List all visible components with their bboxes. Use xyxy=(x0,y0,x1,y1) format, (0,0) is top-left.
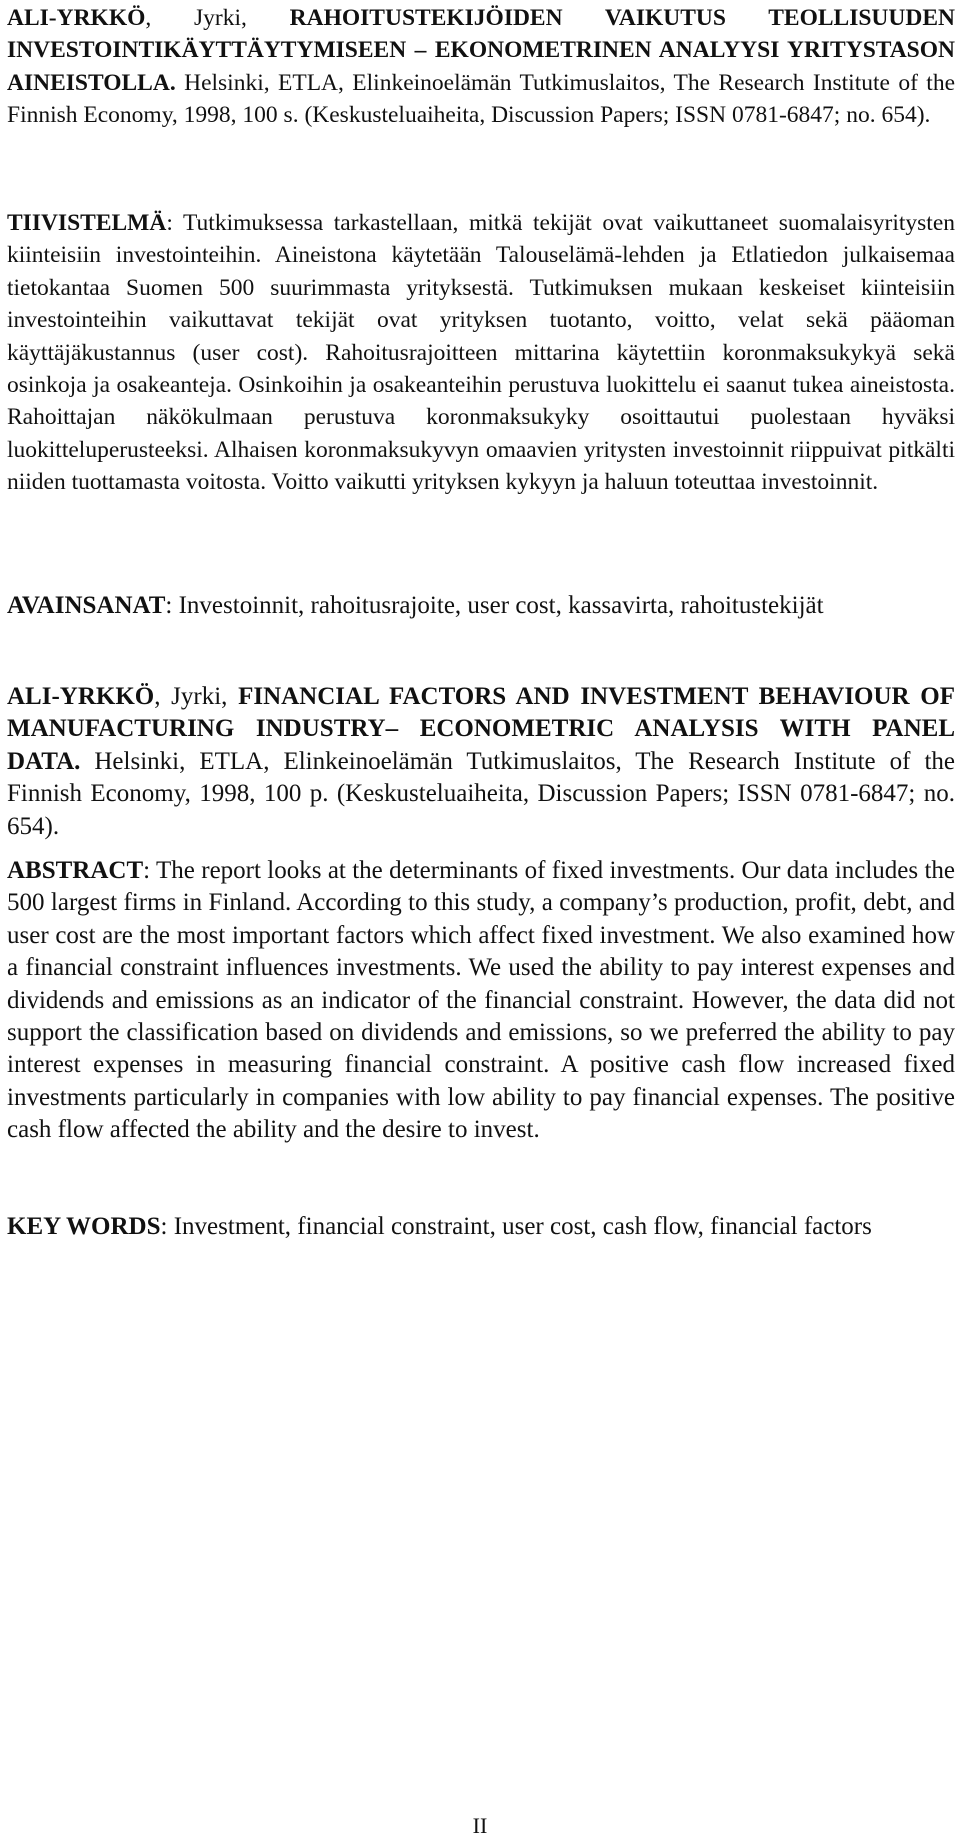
text-line xyxy=(7,99,955,131)
text-line xyxy=(7,713,955,745)
text-line xyxy=(7,466,955,498)
abstract-text: support the classification based on dividends and emissions, so we preferred the ability to pay xyxy=(7,1019,955,1047)
text-line xyxy=(7,434,955,466)
text-line xyxy=(7,920,955,952)
keywords-heading: AVAINSANAT xyxy=(7,592,166,619)
keywords-separator: : xyxy=(160,1213,174,1240)
text-line xyxy=(7,2,955,34)
abstract-text: Rahoittajan näkökulmaan perustuva koronmaksukyky osoittautui puolestaan hyväksi xyxy=(7,404,955,431)
abstract-text: osinkoja ja osakeanteja. Osinkoihin ja osakeanteihin perustuva luokittelu ei saanut tukea aineistosta. xyxy=(7,372,955,399)
text-line xyxy=(7,67,955,99)
text-line xyxy=(7,1017,955,1049)
abstract-english xyxy=(7,855,955,1147)
text-line xyxy=(7,1211,955,1243)
abstract-text: investointeihin vaikuttavat tekijät ovat yrityksen tuotanto, voitto, velat sekä pääoman xyxy=(7,307,955,334)
citation-finnish xyxy=(7,2,955,132)
text-line xyxy=(7,401,955,433)
abstract-separator: : xyxy=(143,857,157,884)
abstract-text: Tutkimuksessa tarkastellaan, mitkä tekijät ovat vaikuttaneet suomalaisyritysten xyxy=(183,210,956,236)
citation-title: FINANCIAL FACTORS AND INVESTMENT BEHAVIOUR OF xyxy=(238,683,955,710)
text-line xyxy=(7,369,955,401)
text-line xyxy=(7,1114,955,1146)
citation-publication: Finnish Economy, 1998, 100 s. (Keskusteluaiheita, Discussion Papers; ISSN 0781-6847; no. 654). xyxy=(7,102,931,129)
citation-author-surname: ALI-YRKKÖ xyxy=(7,683,155,710)
citation-title: DATA. xyxy=(7,747,81,775)
keywords-text: Investment, financial constraint, user cost, cash flow, financial factors xyxy=(173,1213,872,1240)
citation-author-surname: ALI-YRKKÖ xyxy=(7,5,146,31)
citation-title: AINEISTOLLA. xyxy=(7,69,176,96)
keywords-separator: : xyxy=(165,592,179,619)
abstract-text: cash flow affected the ability and the desire to invest. xyxy=(7,1116,540,1144)
citation-publication: Finnish Economy, 1998, 100 p. (Keskusteluaiheita, Discussion Papers; ISSN 0781-6847; no. xyxy=(7,780,955,808)
citation-publication: Helsinki, ETLA, Elinkeinoelämän Tutkimuslaitos, The Research Institute of the xyxy=(175,69,955,96)
abstract-text: a financial constraint influences investments. We used the ability to pay interest expenses and xyxy=(7,954,955,982)
text-line xyxy=(7,952,955,984)
abstract-text: 500 largest firms in Finland. According to this study, a company’s production, profit, debt, and xyxy=(7,889,955,917)
page-number: II xyxy=(472,1813,488,1838)
text-line xyxy=(7,272,955,304)
text-line xyxy=(7,207,955,239)
text-line xyxy=(7,811,955,843)
abstract-text: kiinteisiin investointeihin. Aineistona käytetään Talouselämä-lehden ja Etlatiedon julkaisemaa xyxy=(7,242,955,269)
abstract-text: tietokantaa Suomen 500 suurimmasta yrityksestä. Tutkimuksen mukaan keskeiset kiinteisiin xyxy=(7,274,955,301)
abstract-separator: : xyxy=(166,210,184,236)
citation-publication: Helsinki, ETLA, Elinkeinoelämän Tutkimuslaitos, The Research Institute of the xyxy=(80,747,955,775)
keywords-finnish xyxy=(7,590,955,622)
keywords-text: Investoinnit, rahoitusrajoite, user cost, kassavirta, rahoitustekijät xyxy=(178,592,824,619)
citation-title: INVESTOINTIKÄYTTÄYTYMISEEN – EKONOMETRINEN ANALYYSI YRITYSTASON xyxy=(7,37,955,64)
text-line xyxy=(7,304,955,336)
citation-title: RAHOITUSTEKIJÖIDEN VAIKUTUS TEOLLISUUDEN xyxy=(289,5,955,31)
text-line xyxy=(7,1049,955,1081)
abstract-heading: ABSTRACT xyxy=(7,857,144,884)
abstract-text: dividends and emissions as an indicator of the financial constraint. However, the data did not xyxy=(7,986,955,1014)
text-line xyxy=(7,337,955,369)
text-line xyxy=(7,681,955,713)
citation-english xyxy=(7,681,955,843)
text-line xyxy=(7,1082,955,1114)
text-line xyxy=(7,985,955,1017)
text-line xyxy=(7,887,955,919)
abstract-text: investments particularly in companies with low ability to pay financial expenses. The positive xyxy=(7,1083,955,1111)
text-line xyxy=(7,590,955,622)
abstract-text: luokitteluperusteeksi. Alhaisen koronmaksukyvyn omaavien yritysten investoinnit riippuivat pitkälti xyxy=(7,436,955,463)
text-line xyxy=(7,34,955,66)
text-line xyxy=(7,778,955,810)
abstract-finnish xyxy=(7,207,955,499)
keywords-english xyxy=(7,1211,955,1243)
text-line xyxy=(7,855,955,887)
abstract-text: niiden tuottamasta voitosta. Voitto vaikutti yrityksen kykyyn ja haluun toteuttaa investoinnit. xyxy=(7,469,879,496)
citation-author-given: , Jyrki, xyxy=(154,683,239,710)
text-line xyxy=(7,746,955,778)
keywords-heading: KEY WORDS xyxy=(7,1213,161,1240)
text-line xyxy=(7,239,955,271)
citation-publication: 654). xyxy=(7,812,60,840)
abstract-text: käyttäjäkustannus (user cost). Rahoitusrajoitteen mittarina käytettiin koronmaksukykyä sekä xyxy=(7,339,955,366)
abstract-text: user cost are the most important factors which affect fixed investment. We also examined how xyxy=(7,921,955,949)
abstract-heading: TIIVISTELMÄ xyxy=(7,210,167,236)
abstract-text: interest expenses in measuring financial constraint. A positive cash flow increased fixed xyxy=(7,1051,955,1079)
abstract-text: The report looks at the determinants of fixed investments. Our data includes the xyxy=(156,857,955,884)
citation-author-given: , Jyrki, xyxy=(145,5,290,31)
citation-title: MANUFACTURING INDUSTRY– ECONOMETRIC ANALYSIS WITH PANEL xyxy=(7,715,955,743)
